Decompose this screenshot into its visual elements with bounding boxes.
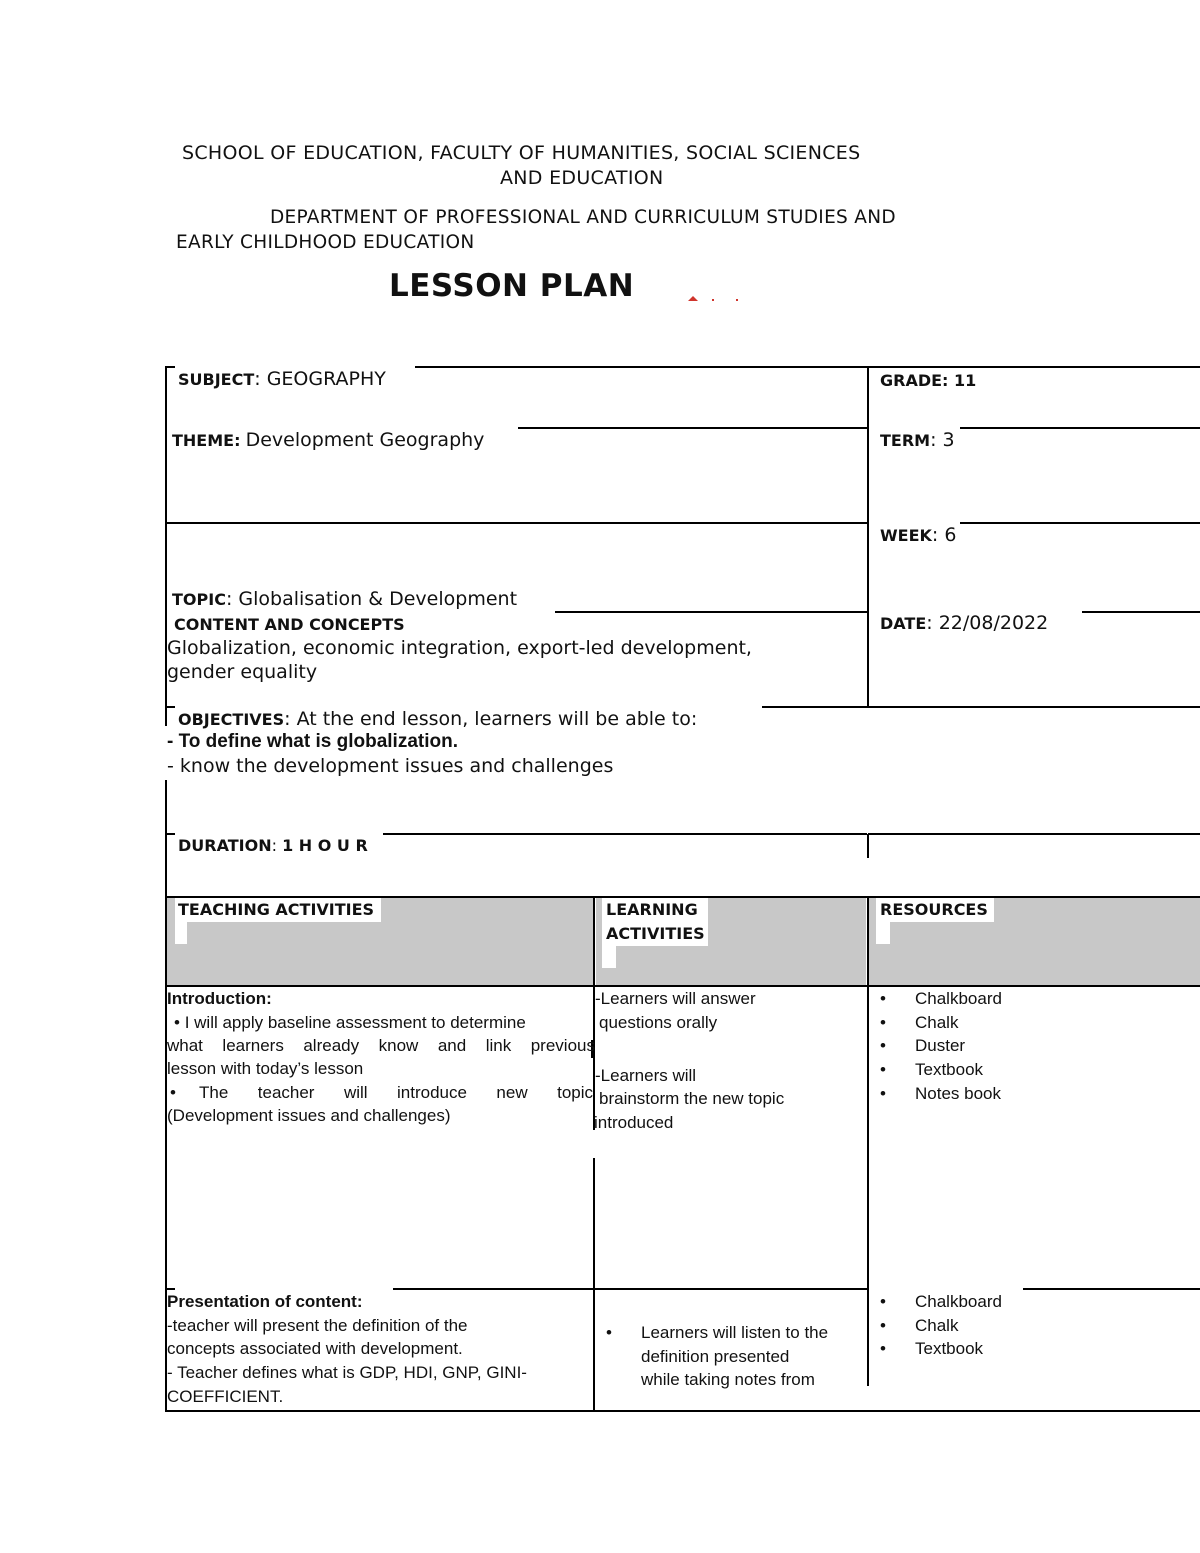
term-field: TERM: 3 [880,429,955,451]
presentation-teaching-line: COEFFICIENT. [167,1387,284,1406]
grade-label: GRADE: 11 [880,371,977,390]
term-label: TERM [880,431,931,450]
table-border [518,427,867,429]
table-border [165,985,1200,987]
table-border [165,706,175,708]
resource-item: Textbook [915,1060,984,1079]
presentation-heading: Presentation of content: [167,1292,363,1311]
bullet-icon: • [170,1083,176,1102]
resource-item: Textbook [915,1339,984,1358]
table-border [960,427,1200,429]
content-label: CONTENT AND CONCEPTS [174,615,405,634]
intro-teaching-line: The teacher will introduce new topic [199,1083,593,1102]
presentation-learning-line: definition presented [641,1347,790,1366]
intro-learning-line: -Learners will answer [595,989,756,1008]
border-gap [866,1386,870,1410]
table-border [868,833,1200,835]
objective-1: - To define what is globalization. [167,731,458,752]
bullet-icon: • [880,1339,886,1358]
topic-value: Globalisation & Development [238,588,518,610]
bullet-icon: • [606,1323,612,1342]
objectives-label: OBJECTIVES [178,710,285,729]
school-title-line2: AND EDUCATION [500,167,664,189]
date-label: DATE [880,614,927,633]
department-line2: EARLY CHILDHOOD EDUCATION [176,232,475,253]
list-item [880,1036,886,1056]
bullet-icon: • [880,1060,886,1079]
intro-teaching-item [174,1013,526,1033]
intro-teaching-line: what learners already know and link previous [167,1036,595,1055]
col-header-learning-2: ACTIVITIES [606,924,705,943]
week-value: 6 [944,524,957,546]
intro-teaching-line: (Development issues and challenges) [167,1106,451,1125]
subject-field: SUBJECT: GEOGRAPHY [178,368,386,390]
table-border [867,897,869,1412]
presentation-learning-line: Learners will listen to the [641,1323,829,1342]
theme-label: THEME: [172,431,241,450]
bullet-icon: • [880,1036,886,1055]
table-border [165,780,167,834]
presentation-teaching-line: -teacher will present the definition of the [167,1316,468,1335]
presentation-teaching-line: - Teacher defines what is GDP, HDI, GNP, GINI- [167,1363,527,1382]
table-border [1082,611,1200,613]
col-header-learning-1: LEARNING [606,900,698,919]
week-field: WEEK: 6 [880,524,957,546]
content-line2: gender equality [167,661,318,683]
list-item [880,1060,886,1080]
red-dot [712,299,714,301]
content-line1: Globalization, economic integration, export-led development, [167,637,752,659]
table-border [383,833,867,835]
topic-field: TOPIC: Globalisation & Development [172,588,518,610]
duration-value: 1 H O U R [282,836,368,855]
objective-2: - know the development issues and challenges [167,755,614,777]
bullet-icon: • [880,1316,886,1335]
red-dot [736,299,738,301]
week-label: WEEK [880,526,932,545]
duration-field: DURATION: 1 H O U R [178,836,368,855]
intro-learning-line: -Learners will [595,1066,697,1085]
objectives-field: OBJECTIVES: At the end lesson, learners will be able to: [178,708,698,730]
intro-heading: Introduction: [167,989,272,1008]
table-border [960,522,1200,524]
term-value: 3 [942,429,955,451]
intro-learning-line: introduced [594,1113,674,1132]
table-border [1023,1288,1200,1290]
list-item [880,1339,886,1359]
table-border [867,366,869,707]
intro-teaching-line: I will apply baseline assessment to determine [184,1013,526,1032]
subject-value: GEOGRAPHY [266,368,386,390]
table-border [868,366,1200,368]
theme-value: Development Geography [245,429,485,451]
table-border [165,1410,1200,1412]
resource-item: Chalk [915,1316,959,1335]
intro-learning-line: brainstorm the new topic [599,1089,785,1108]
theme-field [172,429,484,451]
table-border [165,706,167,726]
table-border [555,611,867,613]
school-title-line1: SCHOOL OF EDUCATION, FACULTY OF HUMANITIES, SOCIAL SCIENCES [182,142,861,164]
label-bg [602,946,616,968]
resource-item: Chalkboard [915,989,1002,1008]
bullet-icon: • [880,1292,886,1311]
presentation-teaching-line: concepts associated with development. [167,1339,463,1358]
col-header-teaching: TEACHING ACTIVITIES [178,900,375,919]
list-item [880,1316,886,1336]
border-gap [592,1130,596,1158]
duration-label: DURATION [178,836,272,855]
label-bg [876,922,890,944]
resource-item: Duster [915,1036,966,1055]
objectives-intro: At the end lesson, learners will be able to: [296,708,698,730]
table-border [762,706,1200,708]
page-title: LESSON PLAN [389,268,635,304]
red-mark-icon [688,296,698,301]
bullet-icon: • [880,989,886,1008]
table-border [165,522,867,524]
table-border [165,896,1200,898]
bullet-icon: • [880,1013,886,1032]
department-line1: DEPARTMENT OF PROFESSIONAL AND CURRICULUM STUDIES AND [270,207,896,228]
date-field: DATE: 22/08/2022 [880,612,1049,634]
bullet-icon: • [174,1013,180,1032]
table-border [393,1288,867,1290]
table-border [415,366,867,368]
label-bg [175,922,187,944]
table-border [165,1288,175,1290]
list-item [880,1084,886,1104]
list-item [880,989,886,1009]
resource-item: Notes book [915,1084,1001,1103]
intro-learning-line: questions orally [599,1013,718,1032]
intro-teaching-line: lesson with today’s lesson [167,1059,364,1078]
table-border [165,833,175,835]
resource-item: Chalk [915,1013,959,1032]
presentation-learning-line: while taking notes from [641,1370,815,1389]
table-border [867,834,869,858]
list-item [880,1013,886,1033]
list-item [880,1292,886,1312]
subject-label: SUBJECT [178,370,255,389]
bullet-icon: • [880,1084,886,1103]
col-header-resources: RESOURCES [880,900,988,919]
date-value: 22/08/2022 [938,612,1049,634]
topic-label: TOPIC [172,590,226,609]
resource-item: Chalkboard [915,1292,1002,1311]
